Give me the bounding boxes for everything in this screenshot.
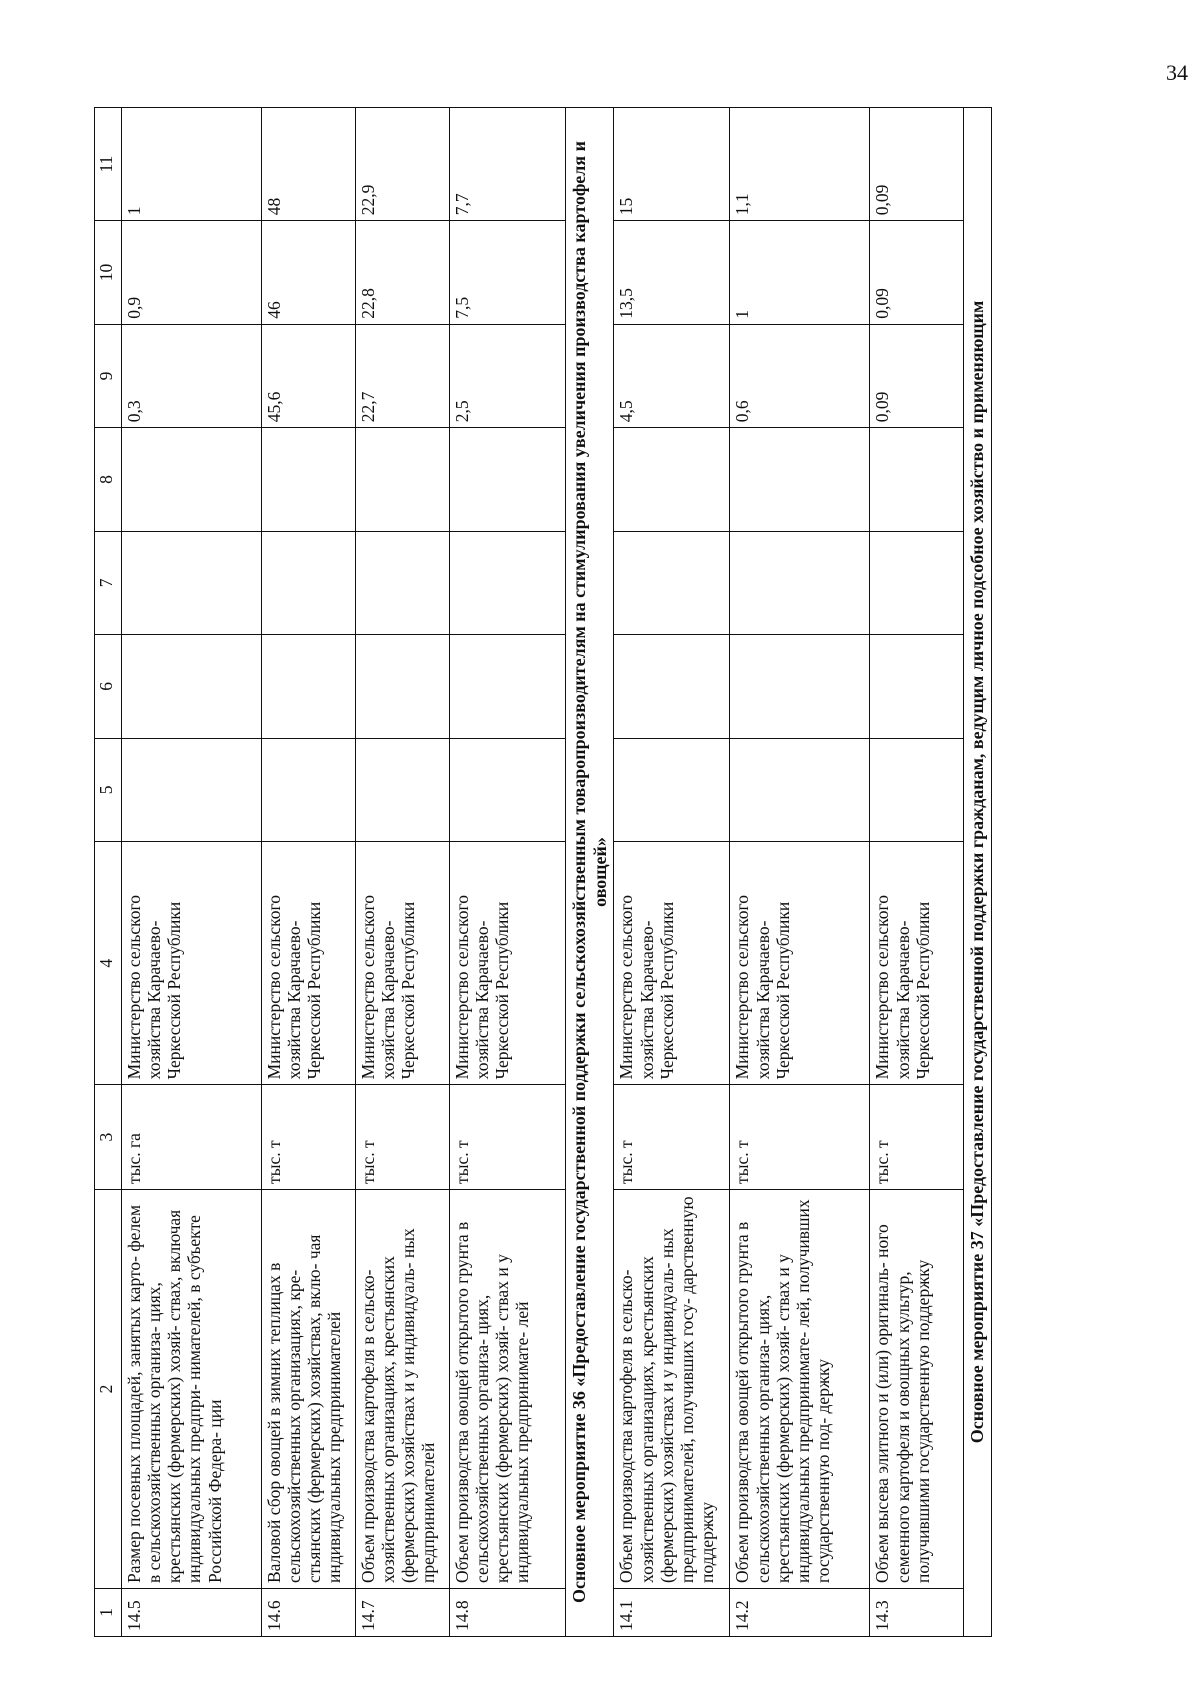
value-cell-10: 22,8 xyxy=(356,221,450,324)
value-cell-11: 15 xyxy=(614,108,730,221)
value-cell-9: 22,7 xyxy=(356,324,450,427)
unit-cell: тыс. т xyxy=(870,1085,964,1190)
column-header: 4 xyxy=(95,842,122,1085)
unit-cell: тыс. т xyxy=(262,1085,356,1190)
row-number: 14.7 xyxy=(356,1589,450,1637)
value-cell-10: 0,9 xyxy=(122,221,262,324)
value-cell-9: 0,6 xyxy=(730,324,870,427)
value-cell-7 xyxy=(122,531,262,634)
column-header: 7 xyxy=(95,531,122,634)
value-cell-11: 0,09 xyxy=(870,108,964,221)
value-cell-6 xyxy=(730,635,870,738)
indicator-name: Объем высева элитного и (или) оригиналь- ного семенного картофеля и овощных культур, получившими государственную поддержку xyxy=(870,1189,964,1588)
table-row xyxy=(450,108,566,1637)
responsible-org: Министерство сельского хозяйства Карачаево- Черкесской Республики xyxy=(356,842,450,1085)
value-cell-5 xyxy=(450,738,566,841)
table-row xyxy=(356,108,450,1637)
column-header: 5 xyxy=(95,738,122,841)
value-cell-8 xyxy=(870,428,964,531)
value-cell-9: 0,3 xyxy=(122,324,262,427)
value-cell-5 xyxy=(870,738,964,841)
responsible-org: Министерство сельского хозяйства Карачаево- Черкесской Республики xyxy=(730,842,870,1085)
value-cell-9: 2,5 xyxy=(450,324,566,427)
section-row xyxy=(964,108,992,1637)
value-cell-10: 1 xyxy=(730,221,870,324)
row-number: 14.3 xyxy=(870,1589,964,1637)
unit-cell: тыс. т xyxy=(614,1085,730,1190)
unit-cell: тыс. т xyxy=(730,1085,870,1190)
responsible-org: Министерство сельского хозяйства Карачаево- Черкесской Республики xyxy=(450,842,566,1085)
value-cell-7 xyxy=(450,531,566,634)
unit-cell: тыс. га xyxy=(122,1085,262,1190)
value-cell-9: 4,5 xyxy=(614,324,730,427)
indicator-name: Объем производства овощей открытого грунта в сельскохозяйственных организа- циях, крестьянских (фермерских) хозяй- ствах и у индивидуальных предпринимате- лей, получивших государственную под- держку xyxy=(730,1189,870,1588)
value-cell-9: 45,6 xyxy=(262,324,356,427)
value-cell-5 xyxy=(730,738,870,841)
indicator-name: Объем производства картофеля в сельско- хозяйственных организациях, крестьянских (фермерских) хозяйствах и у индивидуаль- ных предпринимателей, получивших госу- дарственную поддержку xyxy=(614,1189,730,1588)
value-cell-10: 7,5 xyxy=(450,221,566,324)
value-cell-8 xyxy=(122,428,262,531)
value-cell-8 xyxy=(356,428,450,531)
value-cell-7 xyxy=(870,531,964,634)
table-body xyxy=(95,108,992,1637)
column-header: 3 xyxy=(95,1085,122,1190)
column-header: 2 xyxy=(95,1189,122,1588)
value-cell-6 xyxy=(870,635,964,738)
value-cell-7 xyxy=(356,531,450,634)
row-number: 14.8 xyxy=(450,1589,566,1637)
value-cell-5 xyxy=(122,738,262,841)
indicator-name: Валовой сбор овощей в зимних теплицах в сельскохозяйственных организациях, кре- стьянских (фермерских) хозяйствах, вклю- чая индивидуальных предпринимателей xyxy=(262,1189,356,1588)
table-row xyxy=(870,108,964,1637)
value-cell-11: 1,1 xyxy=(730,108,870,221)
column-header: 8 xyxy=(95,428,122,531)
row-number: 14.6 xyxy=(262,1589,356,1637)
value-cell-5 xyxy=(262,738,356,841)
value-cell-10: 0,09 xyxy=(870,221,964,324)
value-cell-5 xyxy=(614,738,730,841)
page-number: 34 xyxy=(1166,60,1188,85)
indicator-name: Объем производства картофеля в сельско- хозяйственных организациях, крестьянских (фермерских) хозяйствах и у индивидуаль- ных предпринимателей xyxy=(356,1189,450,1588)
column-header: 11 xyxy=(95,108,122,221)
value-cell-10: 46 xyxy=(262,221,356,324)
indicators-table xyxy=(94,107,992,1637)
value-cell-7 xyxy=(730,531,870,634)
table-row xyxy=(262,108,356,1637)
value-cell-6 xyxy=(614,635,730,738)
column-header: 1 xyxy=(95,1589,122,1637)
section-heading-36: Основное мероприятие 36 «Предоставление государственной поддержки сельскохозяйственным товаропроизводителям на стимулирования увеличения производства картофеля и овощей» xyxy=(566,108,614,1637)
value-cell-10: 13,5 xyxy=(614,221,730,324)
value-cell-8 xyxy=(262,428,356,531)
value-cell-11: 48 xyxy=(262,108,356,221)
value-cell-6 xyxy=(356,635,450,738)
value-cell-9: 0,09 xyxy=(870,324,964,427)
value-cell-6 xyxy=(262,635,356,738)
responsible-org: Министерство сельского хозяйства Карачаево- Черкесской Республики xyxy=(122,842,262,1085)
value-cell-11: 22,9 xyxy=(356,108,450,221)
responsible-org: Министерство сельского хозяйства Карачаево- Черкесской Республики xyxy=(262,842,356,1085)
value-cell-8 xyxy=(450,428,566,531)
value-cell-6 xyxy=(122,635,262,738)
section-row xyxy=(566,108,614,1637)
value-cell-11: 7,7 xyxy=(450,108,566,221)
responsible-org: Министерство сельского хозяйства Карачаево- Черкесской Республики xyxy=(870,842,964,1085)
value-cell-7 xyxy=(614,531,730,634)
column-header: 9 xyxy=(95,324,122,427)
table-row xyxy=(730,108,870,1637)
value-cell-5 xyxy=(356,738,450,841)
table-row xyxy=(614,108,730,1637)
indicator-name: Размер посевных площадей, занятых карто- фелем в сельскохозяйственных организа- циях, крестьянских (фермерских) хозяй- ствах, включая индивидуальных предпри- нимателей, в субъекте Российской Федера- ции xyxy=(122,1189,262,1588)
value-cell-11: 1 xyxy=(122,108,262,221)
unit-cell: тыс. т xyxy=(356,1085,450,1190)
value-cell-6 xyxy=(450,635,566,738)
responsible-org: Министерство сельского хозяйства Карачаево- Черкесской Республики xyxy=(614,842,730,1085)
table-row xyxy=(122,108,262,1637)
row-number: 14.5 xyxy=(122,1589,262,1637)
column-number-header-row xyxy=(95,108,122,1637)
value-cell-8 xyxy=(614,428,730,531)
column-header: 6 xyxy=(95,635,122,738)
unit-cell: тыс. т xyxy=(450,1085,566,1190)
rotated-table-container xyxy=(94,107,1098,1637)
value-cell-8 xyxy=(730,428,870,531)
row-number: 14.2 xyxy=(730,1589,870,1637)
indicator-name: Объем производства овощей открытого грунта в сельскохозяйственных организа- циях, крестьянских (фермерских) хозяй- ствах и у индивидуальных предпринимате- лей xyxy=(450,1189,566,1588)
row-number: 14.1 xyxy=(614,1589,730,1637)
value-cell-7 xyxy=(262,531,356,634)
column-header: 10 xyxy=(95,221,122,324)
section-heading-37: Основное мероприятие 37 «Предоставление государственной поддержки гражданам, ведущим личное подсобное хозяйство и применяющим xyxy=(964,108,992,1637)
